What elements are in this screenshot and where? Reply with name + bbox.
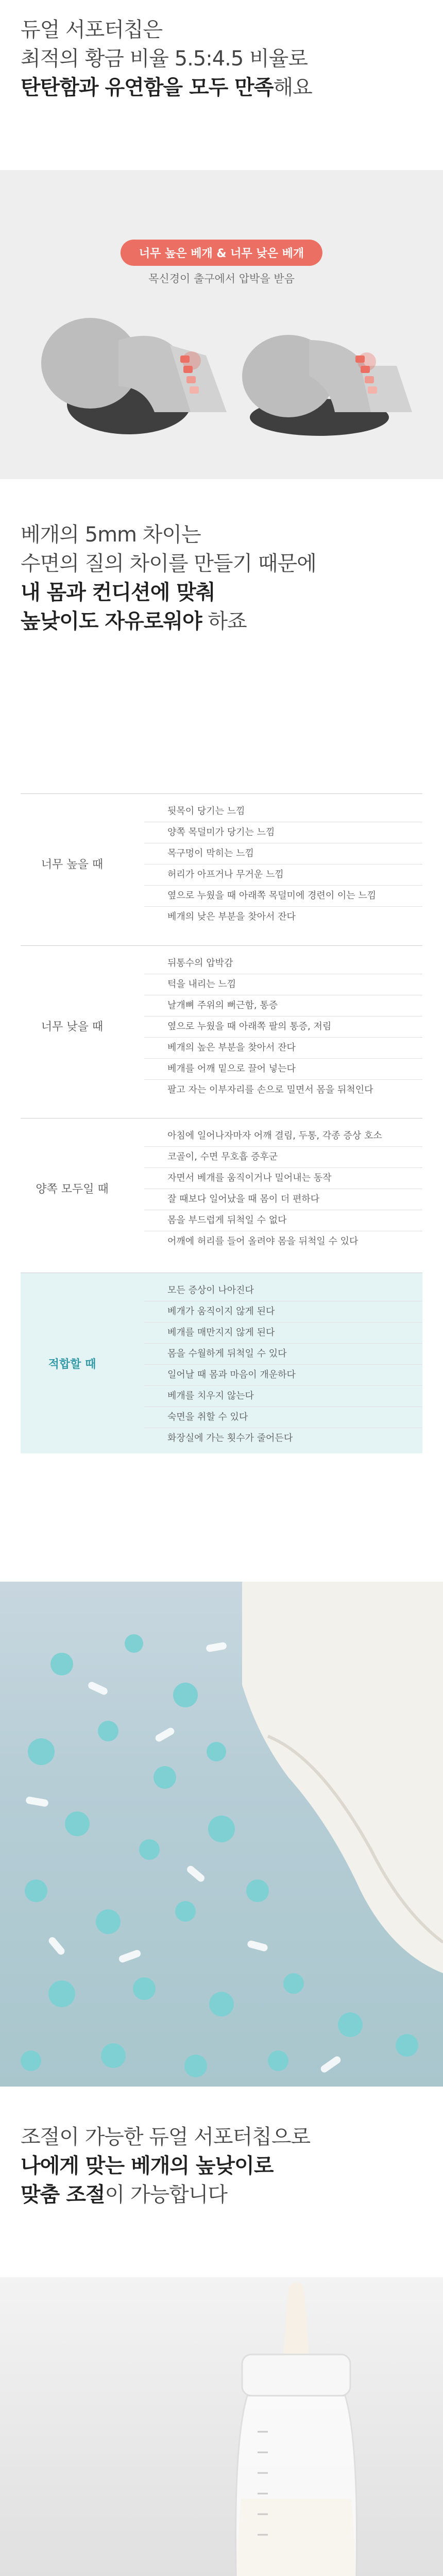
comparison-item: 자면서 베개를 움직이거나 밀어내는 동작 bbox=[144, 1168, 422, 1189]
comparison-item: 베개의 높은 부분을 찾아서 잔다 bbox=[144, 1038, 422, 1059]
comparison-item: 어깨에 허리를 들어 올려야 몸을 뒤척일 수 있다 bbox=[167, 1236, 359, 1247]
adjust-line-3-bold: 맞춤 조절 bbox=[21, 2183, 105, 2207]
height-line-4 bbox=[21, 607, 316, 636]
adjust-line-2 bbox=[21, 2151, 310, 2180]
intro-line-3-tail: 해요 bbox=[273, 76, 312, 99]
comparison-item: 팔고 자는 이부자리를 손으로 밀면서 몸을 뒤척인다 bbox=[167, 1084, 373, 1095]
head-neck-illustration bbox=[0, 170, 443, 479]
intro-line-1: 듀얼 서포터칩은 bbox=[21, 18, 163, 42]
comparison-item: 뒷목이 당기는 느낌 bbox=[144, 801, 422, 822]
comparison-item: 몸을 수월하게 뒤척일 수 있다 bbox=[144, 1344, 422, 1365]
comparison-item: 잘 때보다 일어났을 때 몸이 더 편하다 bbox=[144, 1189, 422, 1210]
comparison-item: 양쪽 목덜미가 당기는 느낌 bbox=[144, 822, 422, 843]
intro-line-3-bold: 탄탄함과 유연함을 모두 만족 bbox=[21, 76, 274, 99]
comparison-item: 옆으로 누웠을 때 아래쪽 팔의 통증, 저림 bbox=[144, 1016, 422, 1038]
comparison-item: 코골이, 수면 무호흡 증후군 bbox=[144, 1147, 422, 1168]
height-line-4-tail: 하죠 bbox=[201, 609, 247, 633]
adjust-line-1: 조절이 가능한 듀얼 서포터칩으로 bbox=[21, 2125, 311, 2149]
comparison-row-both bbox=[21, 1118, 422, 1258]
height-heading bbox=[21, 520, 316, 636]
comparison-item: 베개를 어깨 밑으로 끌어 넣는다 bbox=[144, 1059, 422, 1080]
comparison-item: 몸을 부드럽게 뒤척일 수 없다 bbox=[144, 1210, 422, 1231]
adjust-heading bbox=[21, 2123, 310, 2209]
height-line-3 bbox=[21, 578, 316, 607]
adjust-line-2-bold: 나에게 맞는 베개의 높낮이로 bbox=[21, 2154, 274, 2178]
comparison-item: 베개를 치우지 않는다 bbox=[144, 1386, 422, 1407]
intro-line-3 bbox=[21, 73, 312, 102]
comparison-table bbox=[0, 793, 443, 1515]
comparison-row-too-high bbox=[21, 793, 422, 933]
comparison-item: 목구멍이 막히는 느낌 bbox=[144, 843, 422, 865]
comparison-row-proper bbox=[21, 1273, 422, 1453]
comparison-item: 아침에 일어나자마자 어깨 결림, 두통, 각종 증상 호소 bbox=[144, 1126, 422, 1147]
pillow-height-illustration bbox=[0, 170, 443, 479]
comparison-item: 베개가 움직이지 않게 된다 bbox=[144, 1301, 422, 1323]
comparison-row-label: 너무 낮을 때 bbox=[41, 1020, 104, 1033]
comparison-item: 뒤통수의 압박감 bbox=[144, 953, 422, 974]
baby-bottle-illustration bbox=[0, 2277, 443, 2576]
baby-bottle-photo bbox=[0, 2277, 443, 2576]
height-line-1: 베개의 5mm 차이는 bbox=[21, 523, 201, 547]
height-line-4-bold: 높낮이도 자유로워야 bbox=[21, 609, 202, 633]
comparison-item: 날개뼈 주위의 뻐근함, 통증 bbox=[144, 995, 422, 1016]
comparison-item: 옆으로 누웠을 때 아래쪽 목덜미에 경련이 이는 느낌 bbox=[144, 886, 422, 907]
comparison-row-label: 적합할 때 bbox=[48, 1358, 96, 1371]
high-pillow-figure bbox=[41, 318, 227, 434]
supporter-chip-photo bbox=[0, 1582, 443, 2087]
comparison-row-label: 양쪽 모두일 때 bbox=[36, 1182, 109, 1196]
supporter-chip-illustration bbox=[0, 1582, 443, 2087]
height-line-3-bold: 내 몸과 컨디션에 맞춰 bbox=[21, 581, 215, 604]
comparison-item: 베개의 낮은 부분을 찾아서 잔다 bbox=[167, 911, 296, 922]
comparison-row-too-low bbox=[21, 945, 422, 1106]
comparison-item: 턱을 내리는 느낌 bbox=[144, 974, 422, 995]
pillow-height-caption: 목신경이 출구에서 압박을 받음 bbox=[148, 273, 295, 285]
intro-heading bbox=[21, 15, 312, 102]
comparison-item: 모든 증상이 나아진다 bbox=[144, 1280, 422, 1301]
comparison-item: 일어날 때 몸과 마음이 개운하다 bbox=[144, 1365, 422, 1386]
comparison-item: 숙면을 취할 수 있다 bbox=[144, 1407, 422, 1428]
comparison-item: 화장실에 가는 횟수가 줄어든다 bbox=[167, 1433, 293, 1444]
comparison-item: 허리가 아프거나 무거운 느낌 bbox=[144, 865, 422, 886]
height-line-2: 수면의 질의 차이를 만들기 때문에 bbox=[21, 552, 316, 575]
baby-bottle bbox=[236, 2282, 357, 2576]
intro-line-2: 최적의 황금 비율 5.5:4.5 비율로 bbox=[21, 47, 308, 71]
adjust-line-3 bbox=[21, 2180, 310, 2209]
pillow-height-pill: 너무 높은 베개 & 너무 낮은 베개 bbox=[121, 240, 322, 266]
comparison-item: 베개를 매만지지 않게 된다 bbox=[144, 1323, 422, 1344]
adjust-line-3-tail: 이 가능합니다 bbox=[105, 2183, 228, 2207]
low-pillow-figure bbox=[242, 335, 412, 436]
comparison-row-label: 너무 높을 때 bbox=[41, 858, 104, 871]
